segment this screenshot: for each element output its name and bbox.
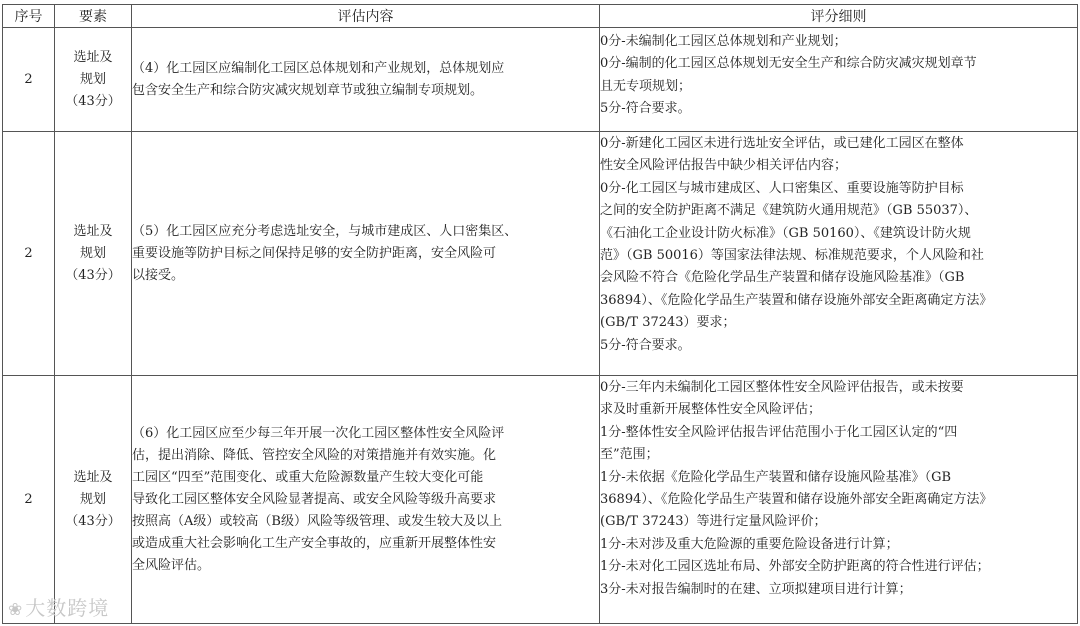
element-line: 规划	[79, 71, 106, 87]
content-line: 全风险评估。	[132, 557, 211, 573]
element-line: （43分）	[65, 93, 121, 109]
row-score	[600, 376, 1078, 624]
header-score: 评分细则	[600, 5, 1078, 28]
content-line: （4）化工园区应编制化工园区总体规划和产业规划，总体规划应	[132, 60, 505, 76]
row-element	[55, 132, 132, 376]
content-line: 工园区“四至”范围变化、或重大危险源数量产生较大变化可能	[132, 469, 484, 485]
logo-mark-icon: ❀	[8, 600, 24, 620]
row-num: 2	[3, 376, 55, 624]
content-line: （5）化工园区应充分考虑选址安全，与城市建成区、人口密集区、	[132, 223, 518, 239]
score-line: 1分-未对化工园区选址布局、外部安全防护距离的符合性进行评估；	[600, 559, 990, 575]
score-line: 且无专项规划；	[600, 78, 692, 94]
score-line: 5分-符合要求。	[600, 337, 691, 353]
element-line: 规划	[79, 491, 106, 507]
element-line: 选址及	[73, 49, 113, 65]
element-line: 选址及	[73, 469, 113, 485]
row-score	[600, 132, 1078, 376]
header-element: 要素	[55, 5, 132, 28]
score-line: 36894）、《危险化学品生产装置和储存设施外部安全距离确定方法》	[600, 292, 993, 308]
content-line: 估，提出消除、降低、管控安全风险的对策措施并有效实施。化	[132, 447, 497, 463]
score-line: 会风险不符合《危险化学品生产装置和储存设施风险基准》（GB	[600, 270, 965, 286]
element-line: （43分）	[65, 267, 121, 283]
score-line: 0分-三年内未编制化工园区整体性安全风险评估报告，或未按要	[600, 380, 964, 395]
header-content: 评估内容	[132, 5, 600, 28]
row-content	[132, 376, 600, 624]
row-num: 2	[3, 132, 55, 376]
element-line: 规划	[79, 245, 106, 261]
score-line: 0分-新建化工园区未进行选址安全评估，或已建化工园区在整体	[600, 136, 964, 151]
evaluation-table	[2, 4, 1078, 624]
row-score	[600, 28, 1078, 132]
score-line: 性安全风险评估报告中缺少相关评估内容；	[600, 158, 848, 174]
row-element	[55, 28, 132, 132]
content-line: 导致化工园区整体安全风险显著提高、或安全风险等级升高要求	[132, 491, 497, 507]
header-num: 序号	[3, 5, 55, 28]
score-line: 1分-未依据《危险化学品生产装置和储存设施风险基准》（GB	[600, 469, 952, 485]
watermark-text: 大数跨境	[25, 596, 110, 620]
content-line: 包含安全生产和综合防灾减灾规划章节或独立编制专项规划。	[132, 82, 484, 98]
row-element	[55, 376, 132, 624]
score-line: 0分-未编制化工园区总体规划和产业规划；	[600, 34, 847, 49]
content-line: 按照高（A级）或较高（B级）风险等级管理、或发生较大及以上	[132, 513, 502, 529]
table-row	[3, 132, 1078, 376]
element-line: （43分）	[65, 513, 121, 529]
score-line: 范》（GB 50016）等国家法律法规、标准规范要求，个人风险和社	[600, 248, 984, 264]
content-line: （6）化工园区应至少每三年开展一次化工园区整体性安全风险评	[132, 425, 505, 441]
row-num: 2	[3, 28, 55, 132]
score-line: 3分-未对报告编制时的在建、立项拟建项目进行计算；	[600, 581, 912, 597]
row-content	[132, 28, 600, 132]
row-content	[132, 132, 600, 376]
score-line: 至”范围；	[600, 447, 659, 463]
content-line: 重要设施等防护目标之间保持足够的安全防护距离，安全风险可	[132, 245, 497, 261]
table-row	[3, 376, 1078, 624]
score-line: (GB/T 37243）要求；	[600, 315, 736, 331]
score-line: 1分-整体性安全风险评估报告评估范围小于化工园区认定的“四	[600, 424, 958, 440]
content-line: 或造成重大社会影响化工生产安全事故的，应重新开展整体性安	[132, 535, 497, 551]
score-line: 《石油化工企业设计防火标准》（GB 50160）、《建筑设计防火规	[600, 225, 971, 241]
score-line: (GB/T 37243）等进行定量风险评价；	[600, 514, 827, 530]
score-line: 0分-编制的化工园区总体规划无安全生产和综合防灾减灾规划章节	[600, 56, 977, 72]
score-line: 之间的安全防护距离不满足《建筑防火通用规范》（GB 55037）、	[600, 203, 978, 219]
score-line: 求及时重新开展整体性安全风险评估；	[600, 402, 822, 418]
watermark	[8, 592, 109, 621]
score-line: 36894）、《危险化学品生产装置和储存设施外部安全距离确定方法》	[600, 492, 993, 508]
score-line: 5分-符合要求。	[600, 101, 691, 117]
content-line: 以接受。	[132, 267, 185, 283]
score-line: 1分-未对涉及重大危险源的重要危险设备进行计算；	[600, 536, 899, 552]
header-row	[3, 5, 1078, 28]
element-line: 选址及	[73, 223, 113, 239]
table-row	[3, 28, 1078, 132]
score-line: 0分-化工园区与城市建成区、人口密集区、重要设施等防护目标	[600, 180, 964, 196]
